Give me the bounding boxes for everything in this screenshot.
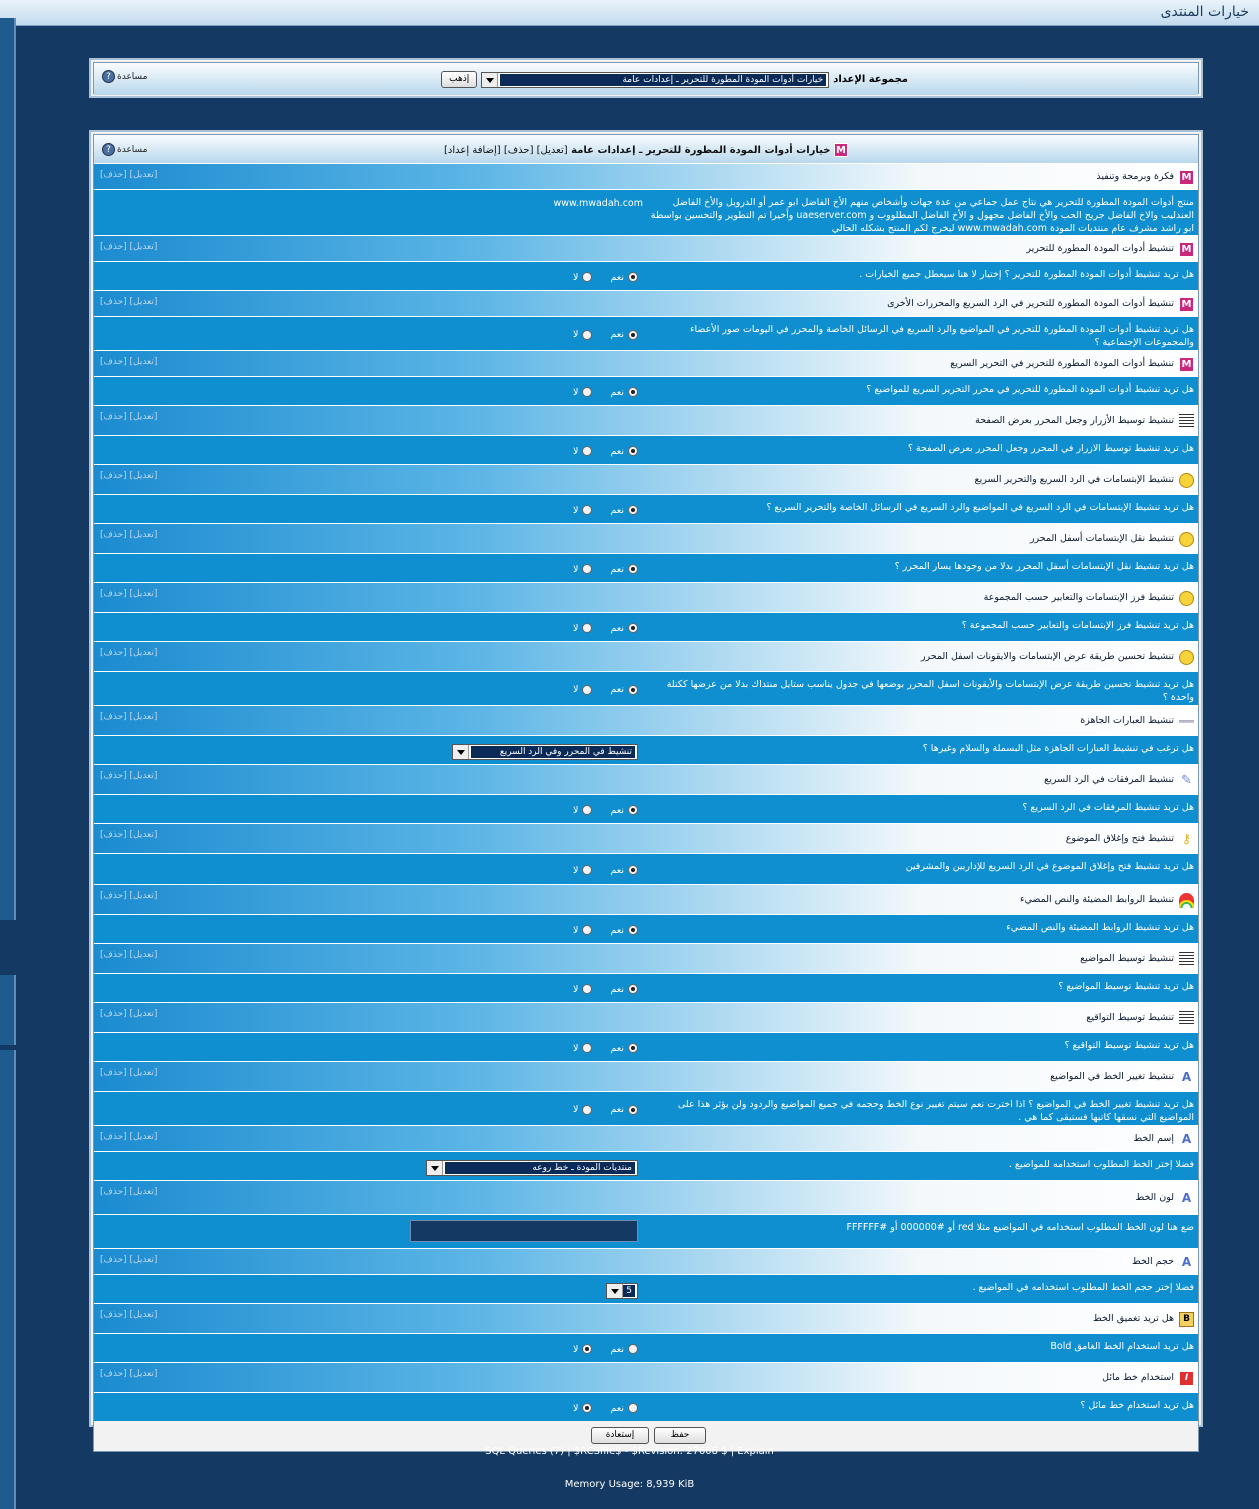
font-icon: A bbox=[1181, 1131, 1192, 1146]
setting-title bbox=[94, 884, 1198, 914]
edit-delete-links[interactable]: [تعديل] [حذف] bbox=[100, 712, 158, 722]
setting-label: تنشيط نقل الإبتسامات أسفل المحرر bbox=[1029, 533, 1174, 544]
yes-label: نعم bbox=[610, 864, 624, 876]
setting-description: هل تريد تنشيط توسيط التواقيع ؟ bbox=[1064, 1040, 1194, 1051]
help-icon[interactable]: ? bbox=[102, 143, 115, 156]
setting-description: هل تريد تنشيط المرفقات في الرد السريع ؟ bbox=[1022, 802, 1194, 813]
settings-header bbox=[94, 135, 1198, 163]
edit-delete-links[interactable]: [تعديل] [حذف] bbox=[100, 1255, 158, 1265]
setting-title bbox=[94, 1362, 1198, 1392]
no-radio[interactable] bbox=[582, 446, 592, 456]
edit-delete-links[interactable]: [تعديل] [حذف] bbox=[100, 1132, 158, 1142]
setting-row bbox=[94, 435, 1198, 464]
edit-delete-links[interactable]: [تعديل] [حذف] bbox=[100, 589, 158, 599]
setting-description: فضلا إختر حجم الخط المطلوب استخدامه في المواضيع . bbox=[972, 1282, 1194, 1293]
setting-description: هل تريد تنشيط أدوات المودة المطورة للتحرير ؟ إختيار لا هنا سيعطل جميع الخيارات . bbox=[859, 269, 1194, 280]
no-label: لا bbox=[573, 804, 579, 816]
font-color-icon: A bbox=[1181, 1190, 1192, 1205]
yes-radio[interactable] bbox=[628, 505, 638, 515]
setting-select[interactable]: منتديات المودة ـ خط روعه bbox=[426, 1160, 638, 1176]
yes-label: نعم bbox=[610, 804, 624, 816]
no-label: لا bbox=[573, 924, 579, 936]
edit-delete-links[interactable]: [تعديل] [حذف] bbox=[100, 412, 158, 422]
setting-title bbox=[94, 764, 1198, 794]
setting-description: هل تريد تنشيط نقل الإبتسامات أسفل المحرر بدلا من وجودها يسار المحرر ؟ bbox=[894, 561, 1194, 572]
key-icon: ⚷ bbox=[1181, 831, 1192, 847]
yes-radio[interactable] bbox=[628, 805, 638, 815]
m-logo-icon: M bbox=[1179, 242, 1194, 257]
settings-panel bbox=[89, 130, 1203, 1440]
yes-radio[interactable] bbox=[628, 1403, 638, 1413]
m-logo-icon: M bbox=[834, 143, 848, 157]
edit-delete-links[interactable]: [تعديل] [حذف] bbox=[100, 170, 158, 180]
setting-row bbox=[94, 735, 1198, 764]
smiley-icon bbox=[1179, 473, 1194, 488]
setting-label: تنشيط أدوات المودة المطورة للتحرير في التحرير السريع bbox=[950, 358, 1174, 369]
setting-row bbox=[94, 494, 1198, 523]
group-panel bbox=[89, 58, 1203, 98]
yes-label: نعم bbox=[610, 563, 624, 575]
bold-icon: B bbox=[1179, 1312, 1194, 1327]
setting-description: فضلا إختر الخط المطلوب استخدامه للمواضيع . bbox=[1008, 1159, 1194, 1170]
yes-radio[interactable] bbox=[628, 984, 638, 994]
edit-delete-links[interactable]: [تعديل] [حذف] bbox=[100, 950, 158, 960]
setting-label: تنشيط أدوات المودة المطورة للتحرير bbox=[1026, 243, 1174, 254]
no-label: لا bbox=[573, 563, 579, 575]
smiley-icon bbox=[1179, 532, 1194, 547]
page-titlebar bbox=[0, 0, 1259, 26]
align-center-icon bbox=[1179, 952, 1194, 967]
no-radio[interactable] bbox=[582, 623, 592, 633]
italic-icon: I bbox=[1179, 1371, 1194, 1386]
edit-delete-links[interactable]: [تعديل] [حذف] bbox=[100, 242, 158, 252]
yes-label: نعم bbox=[610, 1402, 624, 1414]
font-icon: A bbox=[1181, 1254, 1192, 1269]
setting-label: تنشيط تغيير الخط في المواضيع bbox=[1050, 1071, 1174, 1082]
no-radio[interactable] bbox=[582, 925, 592, 935]
no-label: لا bbox=[573, 504, 579, 516]
yes-label: نعم bbox=[610, 1343, 624, 1355]
chevron-down-icon[interactable] bbox=[482, 73, 498, 87]
setting-label: هل تريد تغميق الخط bbox=[1093, 1313, 1174, 1324]
help-icon[interactable]: ? bbox=[102, 70, 115, 83]
pushpin-icon: ✎ bbox=[1181, 772, 1192, 788]
save-button[interactable]: حفظ bbox=[654, 1427, 706, 1444]
setting-title bbox=[94, 1002, 1198, 1032]
setting-description: هل تريد استخدام خط مائل ؟ bbox=[1080, 1400, 1194, 1411]
no-radio[interactable] bbox=[582, 1043, 592, 1053]
edit-delete-links[interactable]: [تعديل] [حذف] bbox=[100, 297, 158, 307]
no-radio[interactable] bbox=[582, 984, 592, 994]
yes-radio[interactable] bbox=[628, 387, 638, 397]
yes-radio[interactable] bbox=[628, 925, 638, 935]
setting-title bbox=[94, 350, 1198, 376]
setting-description: هل تريد استخدام الخط الغامق Bold bbox=[1050, 1341, 1194, 1352]
setting-title bbox=[94, 235, 1198, 261]
edit-delete-links[interactable]: [تعديل] [حذف] bbox=[100, 357, 158, 367]
text-bar-icon bbox=[1179, 714, 1194, 729]
no-label: لا bbox=[573, 684, 579, 695]
no-label: لا bbox=[573, 1042, 579, 1054]
no-label: لا bbox=[573, 622, 579, 634]
yes-label: نعم bbox=[610, 504, 624, 516]
no-label: لا bbox=[573, 1343, 579, 1355]
setting-label: تنشيط الروابط المضيئة والنص المضيء bbox=[1020, 894, 1174, 905]
help-link[interactable]: مساعدة ? bbox=[102, 70, 147, 83]
no-radio[interactable] bbox=[582, 865, 592, 875]
setting-row bbox=[94, 1333, 1198, 1362]
chevron-down-icon[interactable] bbox=[427, 1161, 443, 1175]
setting-row bbox=[94, 671, 1198, 705]
setting-row bbox=[94, 973, 1198, 1002]
setting-label: إسم الخط bbox=[1133, 1133, 1174, 1144]
setting-row bbox=[94, 794, 1198, 823]
setting-row bbox=[94, 1151, 1198, 1180]
settings-title: خيارات أدوات المودة المطورة للتحرير ـ إعدادات عامة bbox=[571, 145, 831, 156]
setting-description: منتج أدوات المودة المطورة للتحرير هي نتاج عمل جماعي من عدة جهات وأشخاص منهم الأخ الفاضل ابو عمر أو الدرويل والأخ الفاضل العندليب والاخ الفاضل جريح الحب والأخ الفاضل مجهول و الأخ الفاضل المطلووب و uaeserver.com وأخيرا تم التطوير والتحسين بواسطة ابو راشد مشرف عام منتديات المودة www.mwadah.com ليخرج لكم المنتج بشكله الحالي bbox=[650, 197, 1194, 234]
no-label: لا bbox=[573, 271, 579, 283]
no-radio[interactable] bbox=[582, 685, 592, 695]
setting-title bbox=[94, 705, 1198, 735]
setting-row bbox=[94, 1274, 1198, 1303]
page-title: خيارات المنتدى bbox=[1160, 4, 1249, 20]
yes-radio[interactable] bbox=[628, 272, 638, 282]
setting-row bbox=[94, 914, 1198, 943]
setting-label: تنشيط توسيط المواضيع bbox=[1080, 953, 1174, 964]
no-radio[interactable] bbox=[582, 564, 592, 574]
setting-description: هل تريد تنشيط الروابط المضيئة والنص المضيء bbox=[1006, 922, 1194, 933]
setting-title bbox=[94, 1061, 1198, 1091]
setting-title bbox=[94, 163, 1198, 189]
edit-delete-links[interactable]: [تعديل] [حذف] bbox=[100, 771, 158, 781]
yes-label: نعم bbox=[610, 445, 624, 457]
group-select[interactable]: خيارات أدوات المودة المطورة للتحرير ـ إعدادات عامة bbox=[481, 72, 829, 88]
setting-title bbox=[94, 464, 1198, 494]
setting-title bbox=[94, 290, 1198, 316]
yes-radio[interactable] bbox=[628, 623, 638, 633]
setting-title bbox=[94, 943, 1198, 973]
setting-label: تنشيط تحسين طريقة عرض الإبتسامات والايقونات اسفل المحرر bbox=[920, 651, 1174, 662]
no-label: لا bbox=[573, 983, 579, 995]
no-label: لا bbox=[573, 1402, 579, 1414]
setting-label: تنشيط توسيط التواقيع bbox=[1086, 1012, 1174, 1023]
chevron-down-icon[interactable] bbox=[607, 1284, 623, 1298]
setting-description: هل ترغب في تنشيط العبارات الجاهزة مثل البسملة والسلام وغيرها ؟ bbox=[922, 743, 1194, 754]
setting-title bbox=[94, 1248, 1198, 1274]
setting-description: هل تريد تنشيط تحسين طريقة عرض الإبتسامات والأيقونات اسفل المحرر بوضعها في جدول يناسب ستايل منتداك بدلا من عرضها ككتلة واحدة ؟ bbox=[666, 679, 1194, 703]
setting-row bbox=[94, 1392, 1198, 1421]
edit-delete-links[interactable]: [تعديل] [حذف] bbox=[100, 648, 158, 658]
yes-label: نعم bbox=[610, 622, 624, 634]
no-radio[interactable] bbox=[582, 505, 592, 515]
m-logo-icon: M bbox=[1179, 357, 1194, 372]
setting-label: فكرة وبرمجة وتنفيذ bbox=[1096, 171, 1174, 182]
font-size-select[interactable]: 5 bbox=[606, 1283, 638, 1299]
setting-title bbox=[94, 1303, 1198, 1333]
smiley-icon bbox=[1179, 650, 1194, 665]
yes-label: نعم bbox=[610, 1104, 624, 1115]
setting-description: هل تريد تنشيط أدوات المودة المطورة للتحرير في المواضيع والرد السريع في الرسائل الخاصة والمحرر في اليومات صور الأعضاء والمجموعات الإجتماعية ؟ bbox=[690, 324, 1194, 348]
setting-title bbox=[94, 405, 1198, 435]
setting-label: حجم الخط bbox=[1131, 1256, 1174, 1267]
yes-radio[interactable] bbox=[628, 1043, 638, 1053]
no-label: لا bbox=[573, 386, 579, 398]
setting-select[interactable]: تنشيط في المحرر وفي الرد السريع bbox=[452, 744, 638, 760]
setting-row bbox=[94, 261, 1198, 290]
setting-label: تنشيط المرفقات في الرد السريع bbox=[1044, 774, 1174, 785]
setting-description: هل تريد تنشيط توسيط المواضيع ؟ bbox=[1058, 981, 1194, 992]
left-frame-strip-2[interactable] bbox=[0, 975, 16, 1045]
setting-description: هل تريد تنشيط توسيط الازرار في المحرر وجعل المحرر بعرض الصفحة ؟ bbox=[907, 443, 1194, 454]
rainbow-icon bbox=[1179, 893, 1194, 908]
edit-delete-links[interactable]: [تعديل] [حذف] bbox=[100, 1310, 158, 1320]
help-link-2[interactable]: مساعدة ? bbox=[102, 143, 147, 156]
m-logo-icon: M bbox=[1179, 297, 1194, 312]
yes-label: نعم bbox=[610, 386, 624, 398]
left-frame-strip[interactable] bbox=[0, 18, 16, 920]
reset-button[interactable]: إستعادة bbox=[591, 1427, 649, 1444]
setting-value-text: www.mwadah.com bbox=[553, 198, 643, 209]
setting-row bbox=[94, 376, 1198, 405]
edit-delete-links[interactable]: [تعديل] [حذف] bbox=[100, 1068, 158, 1078]
no-radio[interactable] bbox=[582, 1105, 592, 1115]
no-radio[interactable] bbox=[582, 1344, 592, 1354]
setting-description: هل تريد تنشيط فرز الإبتسامات والتعابير حسب المجموعة ؟ bbox=[961, 620, 1194, 631]
edit-delete-links[interactable]: [تعديل] [حذف] bbox=[100, 1187, 158, 1197]
no-label: لا bbox=[573, 864, 579, 876]
no-label: لا bbox=[573, 329, 579, 340]
align-center-icon bbox=[1179, 414, 1194, 429]
go-button[interactable]: إذهب bbox=[441, 71, 477, 88]
setting-label: تنشيط فتح وإغلاق الموضوع bbox=[1065, 833, 1174, 844]
setting-row bbox=[94, 612, 1198, 641]
left-frame-strip-3[interactable] bbox=[0, 1050, 16, 1509]
no-radio[interactable] bbox=[582, 805, 592, 815]
no-radio[interactable] bbox=[582, 330, 592, 340]
yes-label: نعم bbox=[610, 329, 624, 340]
setting-title bbox=[94, 523, 1198, 553]
footer-memory: Memory Usage: 8,939 KiB bbox=[564, 1479, 695, 1490]
no-radio[interactable] bbox=[582, 1403, 592, 1413]
yes-radio[interactable] bbox=[628, 1344, 638, 1354]
yes-label: نعم bbox=[610, 271, 624, 283]
setting-row bbox=[94, 1032, 1198, 1061]
setting-title bbox=[94, 1180, 1198, 1214]
setting-description: هل تريد تنشيط فتح وإغلاق الموضوع في الرد السريع للإداريين والمشرفين bbox=[905, 861, 1194, 872]
smiley-icon bbox=[1179, 591, 1194, 606]
yes-radio[interactable] bbox=[628, 1105, 638, 1115]
font-color-input[interactable] bbox=[410, 1220, 638, 1242]
yes-radio[interactable] bbox=[628, 865, 638, 875]
setting-label: تنشيط توسيط الأزرار وجعل المحرر بعرض الصفحة bbox=[975, 415, 1174, 426]
header-actions[interactable]: [تعديل] [حذف] [إضافة إعداد] bbox=[444, 145, 568, 156]
setting-description: هل تريد تنشيط أدوات المودة المطورة للتحرير في محرر التحرير السريع للمواضيع ؟ bbox=[866, 384, 1194, 395]
setting-row bbox=[94, 189, 1198, 235]
yes-radio[interactable] bbox=[628, 564, 638, 574]
setting-label: تنشيط الإبتسامات في الرد السريع والتحرير السريع bbox=[974, 474, 1174, 485]
setting-title bbox=[94, 1125, 1198, 1151]
group-label: مجموعة الإعداد bbox=[833, 74, 908, 85]
setting-description: هل تريد تنشيط الإبتسامات في الرد السريع في المواضيع والرد السريع في الرسائل الخاصة والتحرير السريع ؟ bbox=[766, 502, 1194, 513]
setting-row bbox=[94, 553, 1198, 582]
yes-radio[interactable] bbox=[628, 330, 638, 340]
m-logo-icon: M bbox=[1179, 170, 1194, 185]
edit-delete-links[interactable]: [تعديل] [حذف] bbox=[100, 830, 158, 840]
setting-label: تنشيط العبارات الجاهزة bbox=[1080, 715, 1174, 726]
yes-radio[interactable] bbox=[628, 685, 638, 695]
setting-description: ضع هنا لون الخط المطلوب استخدامه في المواضيع مثلا red أو #000000 أو #FFFFFF bbox=[846, 1222, 1194, 1233]
setting-row bbox=[94, 316, 1198, 350]
setting-description: هل تريد تنشيط تغيير الخط في المواضيع ؟ اذا اخترت نعم سيتم تغيير نوع الخط وحجمه في جميع المواضيع والردود ولن يؤثر هذا على المواضيع التي نسقها كاتبها فستبقى كما هي . bbox=[677, 1099, 1194, 1123]
setting-title bbox=[94, 582, 1198, 612]
setting-label: تنشيط فرز الإبتسامات والتعابير حسب المجموعة bbox=[983, 592, 1174, 603]
edit-delete-links[interactable]: [تعديل] [حذف] bbox=[100, 1369, 158, 1379]
setting-label: استخدام خط مائل bbox=[1102, 1372, 1174, 1383]
no-radio[interactable] bbox=[582, 387, 592, 397]
setting-title bbox=[94, 823, 1198, 853]
footer-queries: SQL Queries (7) | $RCSfile$ - $Revision: 27608 $ | Explain bbox=[485, 1446, 774, 1457]
edit-delete-links[interactable]: [تعديل] [حذف] bbox=[100, 530, 158, 540]
yes-label: نعم bbox=[610, 924, 624, 936]
setting-row bbox=[94, 1214, 1198, 1248]
yes-label: نعم bbox=[610, 1042, 624, 1054]
yes-radio[interactable] bbox=[628, 446, 638, 456]
chevron-down-icon[interactable] bbox=[453, 745, 469, 759]
setting-label: لون الخط bbox=[1135, 1192, 1174, 1203]
no-label: لا bbox=[573, 445, 579, 457]
setting-row bbox=[94, 1091, 1198, 1125]
group-header bbox=[94, 63, 1198, 95]
edit-delete-links[interactable]: [تعديل] [حذف] bbox=[100, 891, 158, 901]
setting-title bbox=[94, 641, 1198, 671]
yes-label: نعم bbox=[610, 684, 624, 695]
no-radio[interactable] bbox=[582, 272, 592, 282]
edit-delete-links[interactable]: [تعديل] [حذف] bbox=[100, 471, 158, 481]
edit-delete-links[interactable]: [تعديل] [حذف] bbox=[100, 1009, 158, 1019]
yes-label: نعم bbox=[610, 983, 624, 995]
font-icon: A bbox=[1181, 1069, 1192, 1084]
setting-label: تنشيط أدوات المودة المطورة للتحرير في الرد السريع والمحررات الأخرى bbox=[887, 298, 1174, 309]
no-label: لا bbox=[573, 1104, 579, 1115]
setting-row bbox=[94, 853, 1198, 884]
align-center-icon bbox=[1179, 1011, 1194, 1026]
